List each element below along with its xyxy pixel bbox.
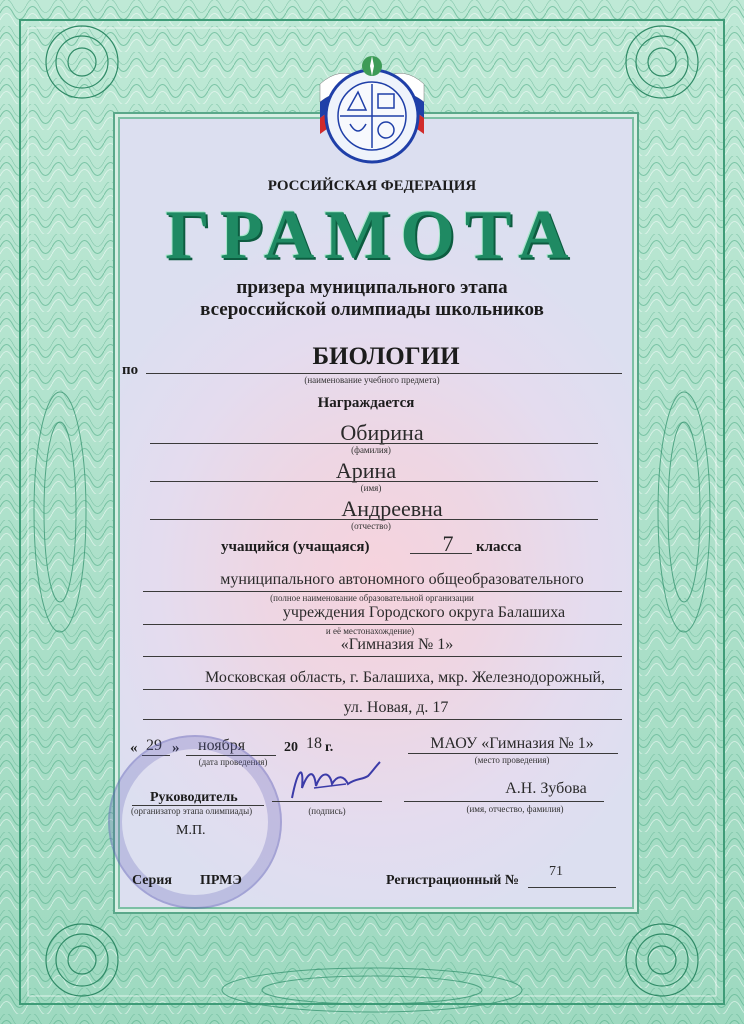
org-caption-2: и её местонахождение) [325,626,415,636]
grade-value: 7 [442,531,454,556]
country-heading: РОССИЙСКАЯ ФЕДЕРАЦИЯ [267,178,477,194]
grade-suffix: класса [476,539,522,555]
registration-underline [528,887,616,888]
date-year-mark: г. [325,740,334,755]
surname-underline [150,443,598,444]
series-label: Серия [132,873,172,888]
date-open-quote: « [130,740,138,756]
org-underline-1 [143,591,622,592]
signature-caption: (подпись) [308,806,346,816]
date-year-suffix: 18 [306,735,322,752]
org-line-1: муниципального автономного общеобразовательного [220,571,584,588]
date-close-quote: » [172,740,180,756]
date-year-prefix: 20 [284,740,298,755]
surname-caption: (фамилия) [351,445,391,455]
signer-name: А.Н. Зубова [505,780,587,797]
signature-icon [286,758,386,806]
subtitle-line-2: всероссийской олимпиады школьников [200,299,544,320]
venue-caption: (место проведения) [474,755,550,765]
org-caption-1: (полное наименование образовательной организации [270,593,474,603]
name-caption: (имя) [360,483,382,493]
org-line-2: учреждения Городского округа Балашиха [282,604,566,621]
org-underline-5 [143,719,622,720]
patronymic-caption: (отчество) [351,521,391,531]
subject-caption: (наименование учебного предмета) [304,375,440,385]
subtitle-line-1: призера муниципального этапа [236,277,508,298]
org-line-4: Московская область, г. Балашиха, мкр. Железнодорожный, [204,669,606,686]
org-underline-3 [143,656,622,657]
registration-number: 71 [549,864,563,879]
recipient-surname: Обирина [340,420,424,445]
grade-underline [410,553,472,554]
date-caption: (дата проведения) [198,757,268,767]
registration-label: Регистрационный № [386,873,519,888]
subject-prefix: по [122,362,139,378]
venue-value: МАОУ «Гимназия № 1» [430,735,594,752]
signer-underline [404,801,604,802]
org-underline-2 [143,624,622,625]
certificate-title: ГРАМОТА [165,197,579,274]
signature-underline [272,801,382,802]
patronymic-underline [150,519,598,520]
awarded-label: Награждается [317,395,415,411]
recipient-patronymic: Андреевна [341,496,443,521]
signer-caption: (имя, отчество, фамилия) [466,804,564,814]
subject-underline [146,373,622,374]
series-value: ПРМЭ [200,873,242,888]
subject-value: БИОЛОГИИ [312,343,460,370]
olympiad-logo-icon [300,48,444,168]
seal-place-label: М.П. [176,823,206,838]
org-line-3: «Гимназия № 1» [340,636,454,653]
grade-label: учащийся (учащаяся) [221,539,370,555]
date-month: ноября [198,737,246,754]
head-label: Руководитель [150,790,238,805]
head-caption: (организатор этапа олимпиады) [131,806,253,816]
venue-underline [408,753,618,754]
recipient-name: Арина [335,458,397,483]
org-line-5: ул. Новая, д. 17 [343,699,449,716]
name-underline [150,481,598,482]
date-day: 29 [146,737,162,754]
org-underline-4 [143,689,622,690]
